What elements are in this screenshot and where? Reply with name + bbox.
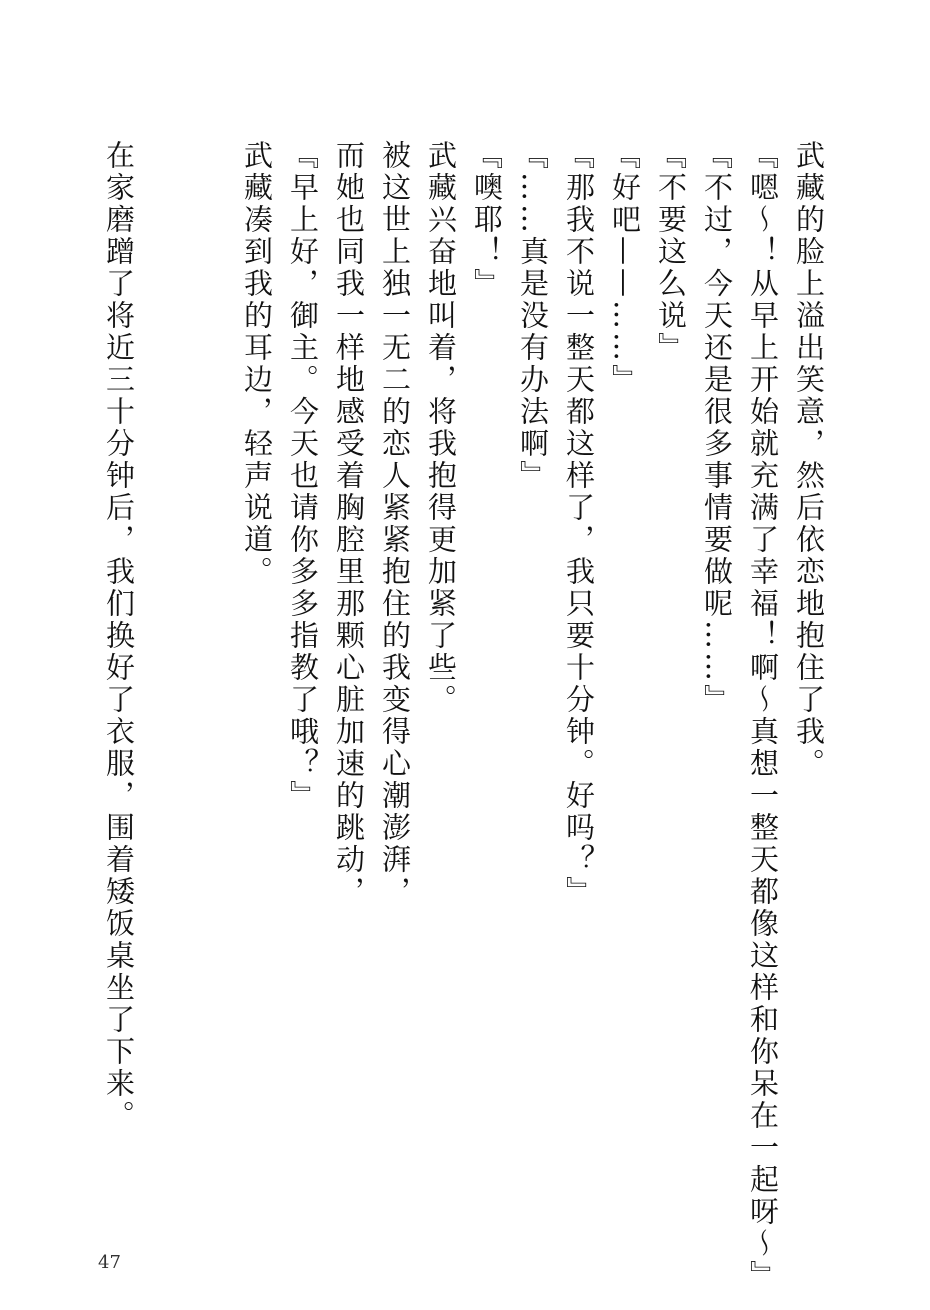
text-line: 在家磨蹭了将近三十分钟后，我们换好了衣服，围着矮饭桌坐了下来。 <box>102 140 136 1132</box>
text-line: 武藏的脸上溢出笑意，然后依恋地抱住了我。 <box>792 140 826 780</box>
paragraph-gap <box>188 140 234 1140</box>
text-line: 武藏凑到我的耳边，轻声说道。 <box>240 140 274 588</box>
text-line: 被这世上独一无二的恋人紧紧抱住的我变得心潮澎湃， <box>378 140 412 908</box>
text-line: 武藏兴奋地叫着，将我抱得更加紧了些。 <box>424 140 458 716</box>
text-line: 『好吧——……』 <box>608 140 642 396</box>
text-line: 而她也同我一样地感受着胸腔里那颗心脏加速的跳动， <box>332 140 366 908</box>
text-line: 『不要这么说』 <box>654 140 688 364</box>
text-line: 『早上好，御主。今天也请你多多指教了哦？』 <box>286 140 320 812</box>
text-line: 『噢耶！』 <box>470 140 504 300</box>
text-line: 『不过，今天还是很多事情要做呢……』 <box>700 140 734 716</box>
page-number: 47 <box>98 1252 121 1273</box>
text-line: 『……真是没有办法啊』 <box>516 140 550 492</box>
paragraph-gap <box>142 140 188 1140</box>
text-line: 『嗯～！从早上开始就充满了幸福！啊～真想一整天都像这样和你呆在一起呀～』 <box>746 140 780 1292</box>
text-line: 『那我不说一整天都这样了，我只要十分钟。好吗？』 <box>562 140 596 908</box>
